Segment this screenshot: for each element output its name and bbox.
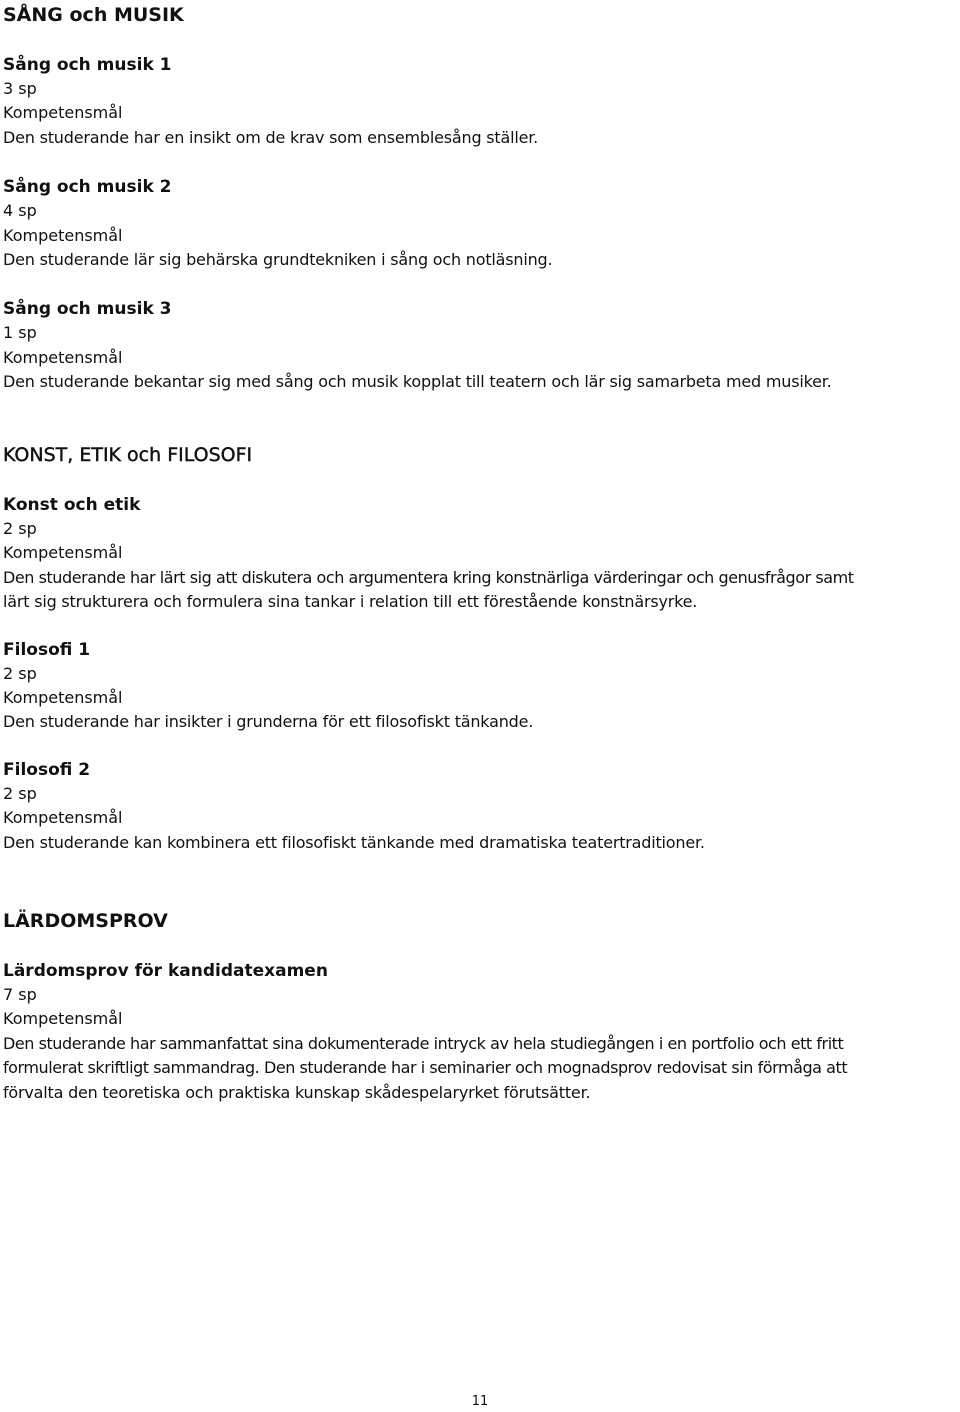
competence-heading: Kompetensmål <box>3 347 123 367</box>
course-lardomsprov-kandidatexamen <box>3 959 958 1105</box>
course-konst-och-etik <box>3 493 958 615</box>
section-sang-och-musik <box>3 2 958 395</box>
course-credits: 1 sp <box>3 323 37 343</box>
course-description: Den studerande kan kombinera ett filosofiskt tänkande med dramatiska teatertraditioner. <box>3 832 705 852</box>
course-title: Lärdomsprov för kandidatexamen <box>3 961 328 981</box>
section-title: SÅNG och MUSIK <box>3 4 184 26</box>
course-description-line: förvalta den teoretiska och praktiska kunskap skådespelaryrket förutsätter. <box>3 1082 591 1102</box>
competence-heading: Kompetensmål <box>3 1009 123 1029</box>
competence-heading: Kompetensmål <box>3 688 123 708</box>
course-description-line: formulerat skriftligt sammandrag. Den studerande har i seminarier och mognadsprov redovisat sin förmåga att <box>3 1058 848 1078</box>
course-description-line: lärt sig strukturera och formulera sina tankar i relation till ett förestående konstnärsyrke. <box>3 592 698 612</box>
course-description: Den studerande har en insikt om de krav som ensemblesång ställer. <box>3 127 539 147</box>
course-title: Sång och musik 1 <box>3 55 172 75</box>
course-title: Konst och etik <box>3 495 141 515</box>
course-sang-och-musik-3 <box>3 297 958 394</box>
competence-heading: Kompetensmål <box>3 225 123 245</box>
page-number: 11 <box>471 1394 489 1409</box>
competence-heading: Kompetensmål <box>3 103 123 123</box>
section-title: LÄRDOMSPROV <box>3 910 168 932</box>
course-filosofi-2 <box>3 758 958 855</box>
competence-heading: Kompetensmål <box>3 543 123 563</box>
section-title: KONST, ETIK och FILOSOFI <box>3 444 253 466</box>
course-credits: 7 sp <box>3 985 37 1004</box>
course-credits: 4 sp <box>3 201 37 221</box>
course-credits: 2 sp <box>3 783 37 803</box>
course-credits: 3 sp <box>3 79 37 98</box>
section-konst-etik-filosofi <box>3 442 958 855</box>
course-description: Den studerande har insikter i grunderna för ett filosofiskt tänkande. <box>3 712 534 732</box>
course-filosofi-1 <box>3 638 958 735</box>
course-description: Den studerande bekantar sig med sång och musik kopplat till teatern och lär sig samarbeta med musiker. <box>3 372 832 392</box>
course-title: Sång och musik 3 <box>3 299 172 320</box>
course-sang-och-musik-2 <box>3 175 958 272</box>
competence-heading: Kompetensmål <box>3 808 123 828</box>
section-lardomsprov <box>3 908 958 1105</box>
course-description: Den studerande lär sig behärska grundtekniken i sång och notläsning. <box>3 250 553 270</box>
course-title: Filosofi 2 <box>3 759 91 780</box>
course-credits: 2 sp <box>3 519 37 538</box>
course-description-line: Den studerande har lärt sig att diskutera och argumentera kring konstnärliga värderingar och genusfrågor samt <box>3 567 854 587</box>
course-credits: 2 sp <box>3 663 37 683</box>
course-title: Filosofi 1 <box>3 639 91 660</box>
course-description-line: Den studerande har sammanfattat sina dokumenterade intryck av hela studiegången i en portfolio och ett fritt <box>3 1033 844 1053</box>
course-sang-och-musik-1 <box>3 53 958 150</box>
course-title: Sång och musik 2 <box>3 177 172 198</box>
